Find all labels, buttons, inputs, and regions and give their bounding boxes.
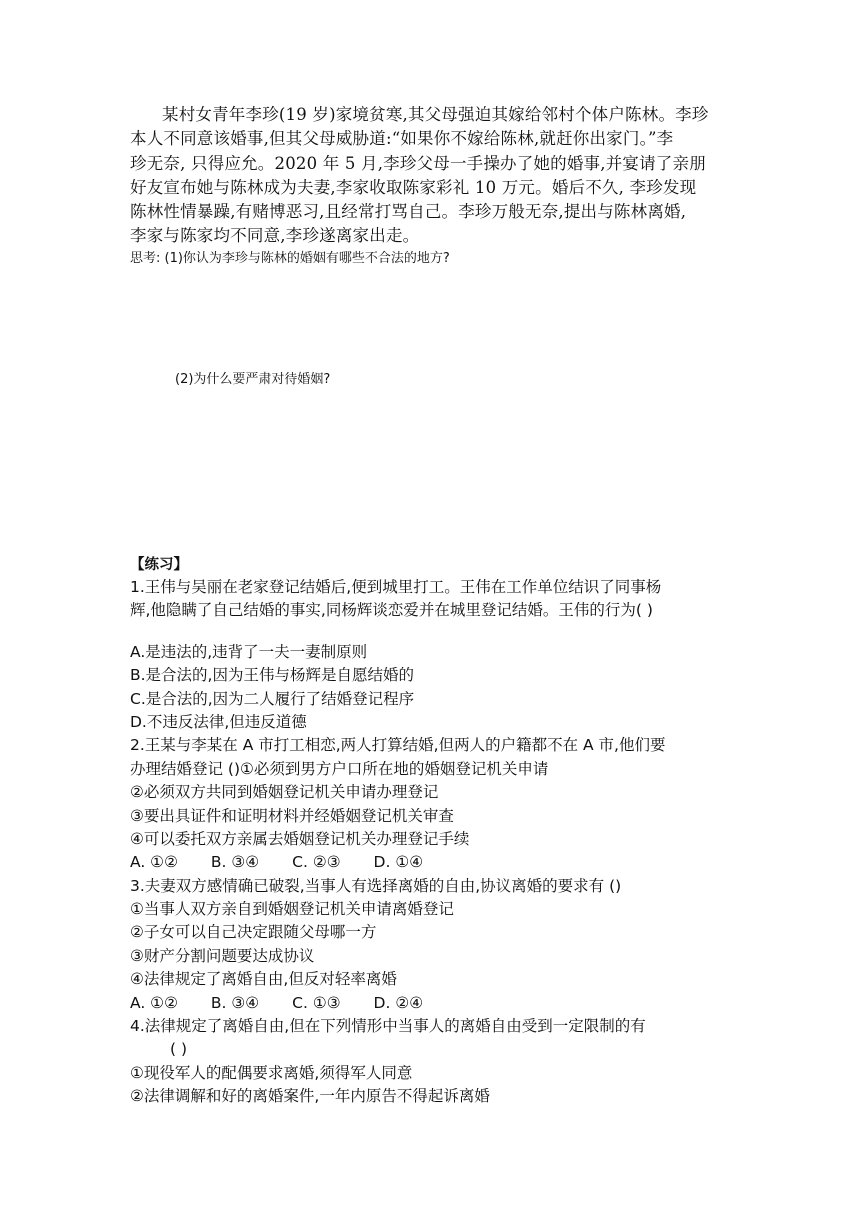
story-line: 李家与陈家均不同意,李珍遂离家出走。 xyxy=(130,226,420,246)
question-1 xyxy=(130,576,730,734)
option-d: D.不违反法律,但违反道德 xyxy=(130,712,307,731)
question-stem-line: 1.王伟与吴丽在老家登记结婚后,便到城里打工。王伟在工作单位结识了同事杨 xyxy=(130,578,662,596)
option-c: C.是合法的,因为二人履行了结婚登记程序 xyxy=(130,689,415,708)
question-stem-line: 3.夫妻双方感情确已破裂,当事人有选择离婚的自由,协议离婚的要求有 () xyxy=(130,876,622,895)
answer-choices xyxy=(130,851,730,874)
option-b: B.是合法的,因为王伟与杨辉是自愿结婚的 xyxy=(130,666,414,685)
question-3 xyxy=(130,875,730,1015)
story-line: 好友宣布她与陈林成为夫妻,李家收取陈家彩礼 10 万元。婚后不久, 李珍发现 xyxy=(130,177,697,197)
blank-line xyxy=(130,623,730,641)
question-4 xyxy=(130,1015,730,1109)
story-line: 陈林性情暴躁,有赌博恶习,且经常打骂自己。李珍万般无奈,提出与陈林离婚, xyxy=(130,202,687,222)
choice-d: D. ①④ xyxy=(373,853,424,872)
answer-choices xyxy=(130,992,730,1015)
story-line: 本人不同意该婚事,但其父母威胁道:“如果你不嫁给陈林,就赶你出家门。”李 xyxy=(130,129,674,149)
choice-a: A. ①② xyxy=(130,853,178,872)
exercise-heading: 【练习】 xyxy=(130,557,188,573)
exercise-section xyxy=(130,554,730,1109)
statement-item: ①现役军人的配偶要求离婚,须得军人同意 xyxy=(130,1063,413,1082)
question-2 xyxy=(130,734,730,874)
statement-item: ④可以委托双方亲属去婚姻登记机关办理登记手续 xyxy=(130,829,470,848)
answer-paren: ( ) xyxy=(170,1040,188,1059)
choice-a: A. ①② xyxy=(130,993,178,1012)
think-question-1: 思考: (1)你认为李珍与陈林的婚姻有哪些不合法的地方? xyxy=(130,250,450,266)
story-line: 珍无奈, 只得应允。2020 年 5 月,李珍父母一手操办了她的婚事,并宴请了亲朋 xyxy=(130,153,706,173)
statement-item: ①当事人双方亲自到婚姻登记机关申请离婚登记 xyxy=(130,900,454,919)
statement-item: ③要出具证件和证明材料并经婚姻登记机关审查 xyxy=(130,806,454,825)
choice-b: B. ③④ xyxy=(210,993,260,1012)
question-stem-line: 辉,他隐瞒了自己结婚的事实,同杨辉谈恋爱并在城里登记结婚。王伟的行为( ) xyxy=(130,601,653,620)
option-a: A.是违法的,违背了一夫一妻制原则 xyxy=(130,642,368,661)
case-story xyxy=(130,103,728,269)
question-stem-line: 办理结婚登记 ()①必须到男方户口所在地的婚姻登记机关申请 xyxy=(130,759,549,778)
statement-item: ②法律调解和好的离婚案件,一年内原告不得起诉离婚 xyxy=(130,1087,490,1106)
choice-d: D. ②④ xyxy=(373,993,424,1012)
question-stem-line: 2.王某与李某在 A 市打工相恋,两人打算结婚,但两人的户籍都不在 A 市,他们要 xyxy=(130,736,666,755)
story-line: 某村女青年李珍(19 岁)家境贫寒,其父母强迫其嫁给邻村个体户陈林。李珍 xyxy=(162,105,709,124)
statement-item: ②子女可以自己决定跟随父母哪一方 xyxy=(130,923,377,942)
question-stem-line: 4.法律规定了离婚自由,但在下列情形中当事人的离婚自由受到一定限制的有 xyxy=(130,1017,646,1036)
statement-item: ②必须双方共同到婚姻登记机关申请办理登记 xyxy=(130,783,439,802)
choice-c: C. ①③ xyxy=(292,993,341,1012)
choice-b: B. ③④ xyxy=(210,853,260,872)
statement-item: ④法律规定了离婚自由,但反对轻率离婚 xyxy=(130,970,397,989)
think-question-2: (2)为什么要严肃对待婚姻? xyxy=(175,372,331,387)
choice-c: C. ②③ xyxy=(292,853,341,872)
statement-item: ③财产分割问题要达成协议 xyxy=(130,946,315,965)
